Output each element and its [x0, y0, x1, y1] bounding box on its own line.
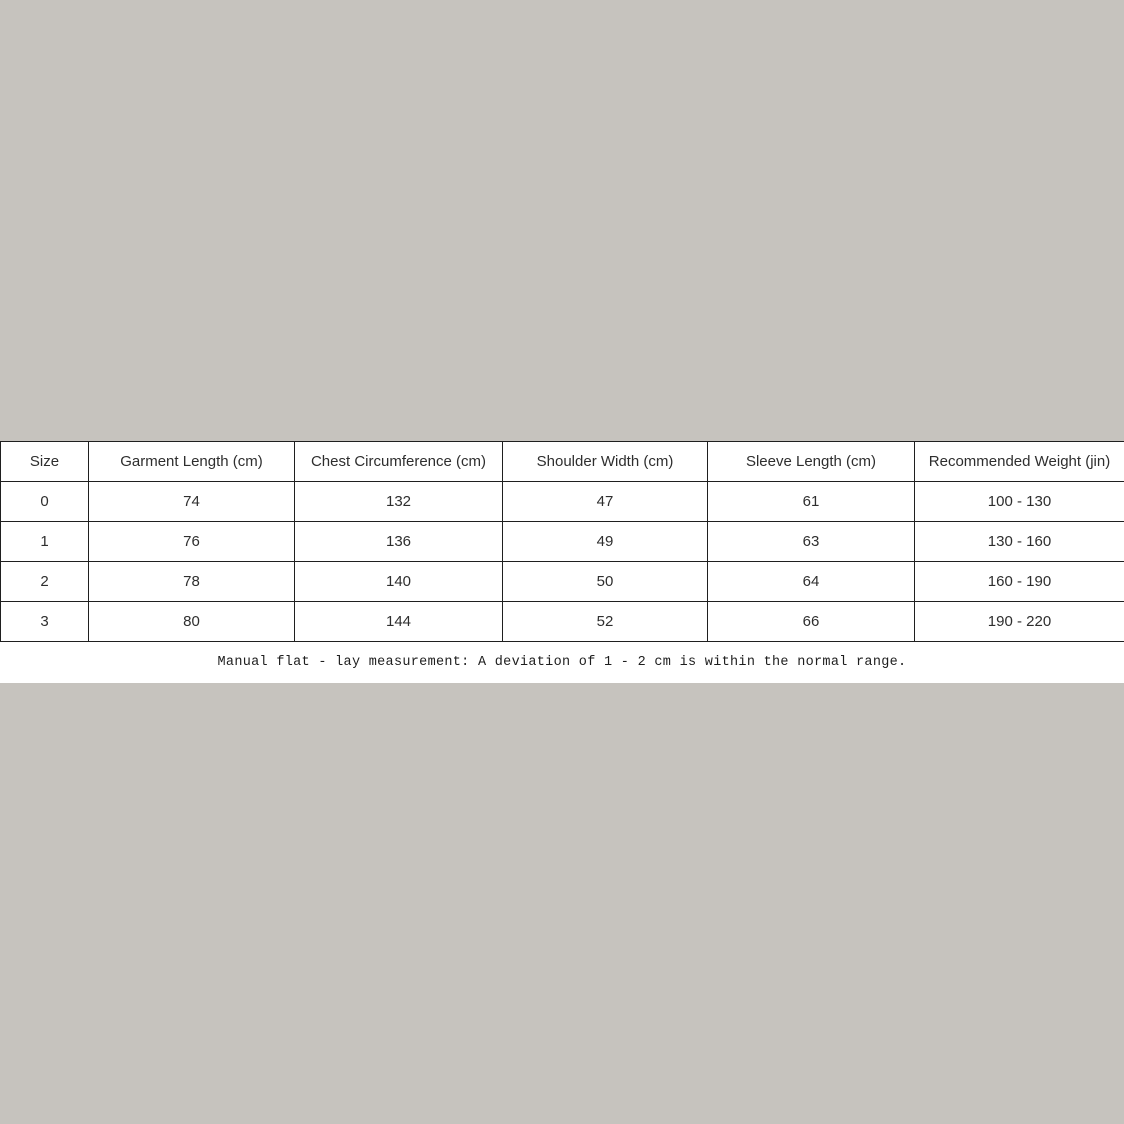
- table-row-size-2: [1, 562, 1124, 602]
- measurement-note: Manual flat - lay measurement: A deviation of 1 - 2 cm is within the normal range.: [0, 642, 1124, 683]
- cell-garment-length: 76: [89, 522, 295, 562]
- cell-size: 1: [1, 522, 89, 562]
- cell-shoulder-width: 52: [503, 602, 708, 642]
- cell-sleeve-length: 64: [708, 562, 915, 602]
- size-chart-sheet: [0, 441, 1124, 683]
- cell-size: 2: [1, 562, 89, 602]
- cell-size: 0: [1, 482, 89, 522]
- column-header-recommended-weight: Recommended Weight (jin): [915, 442, 1124, 482]
- cell-chest-circumference: 140: [295, 562, 503, 602]
- cell-recommended-weight: 130 - 160: [915, 522, 1124, 562]
- cell-garment-length: 80: [89, 602, 295, 642]
- cell-garment-length: 74: [89, 482, 295, 522]
- cell-chest-circumference: 132: [295, 482, 503, 522]
- column-header-chest-circumference: Chest Circumference (cm): [295, 442, 503, 482]
- cell-shoulder-width: 50: [503, 562, 708, 602]
- column-header-size: Size: [1, 442, 89, 482]
- cell-recommended-weight: 100 - 130: [915, 482, 1124, 522]
- cell-sleeve-length: 61: [708, 482, 915, 522]
- size-chart-table: [0, 441, 1124, 642]
- column-header-shoulder-width: Shoulder Width (cm): [503, 442, 708, 482]
- column-header-garment-length: Garment Length (cm): [89, 442, 295, 482]
- table-row-size-1: [1, 522, 1124, 562]
- cell-chest-circumference: 136: [295, 522, 503, 562]
- cell-sleeve-length: 63: [708, 522, 915, 562]
- cell-sleeve-length: 66: [708, 602, 915, 642]
- table-header-row: [1, 442, 1124, 482]
- cell-recommended-weight: 160 - 190: [915, 562, 1124, 602]
- cell-chest-circumference: 144: [295, 602, 503, 642]
- cell-garment-length: 78: [89, 562, 295, 602]
- cell-size: 3: [1, 602, 89, 642]
- cell-recommended-weight: 190 - 220: [915, 602, 1124, 642]
- cell-shoulder-width: 47: [503, 482, 708, 522]
- table-row-size-0: [1, 482, 1124, 522]
- column-header-sleeve-length: Sleeve Length (cm): [708, 442, 915, 482]
- table-row-size-3: [1, 602, 1124, 642]
- cell-shoulder-width: 49: [503, 522, 708, 562]
